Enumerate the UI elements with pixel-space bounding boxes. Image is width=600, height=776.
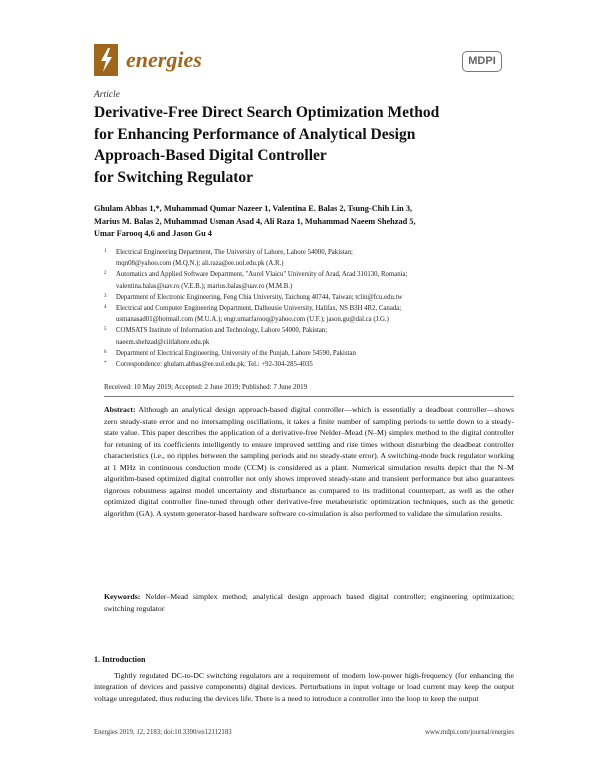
author-list — [94, 203, 514, 241]
section-heading: 1. Introduction — [94, 655, 146, 664]
title-line: for Switching Regulator — [94, 168, 254, 186]
keywords-label: Keywords: — [104, 592, 141, 601]
article-type: Article — [94, 90, 120, 100]
affiliation-item — [104, 348, 514, 359]
abstract — [104, 404, 514, 519]
title-line: Derivative-Free Direct Search Optimization Method — [94, 104, 440, 121]
affiliation-line[interactable]: mqn08@yahoo.com (M.Q.N.); ali.raza@ee.uol.edu.pk (A.R.) — [116, 260, 284, 268]
title-line: Approach-Based Digital Controller — [94, 147, 327, 164]
affiliation-item — [104, 303, 514, 325]
correspondence-line[interactable]: Correspondence: ghulam.abbas@ee.uol.edu.pk; Tel.: +92-304-285-4035 — [116, 361, 313, 369]
affiliation-line[interactable]: valentina.balas@uav.ro (V.E.B.); marius.balas@uav.ro (M.M.B.) — [116, 282, 293, 290]
correspondence — [104, 359, 514, 370]
affiliation-number: 3 — [104, 293, 107, 299]
affiliation-line: Department of Electrical Engineering, University of the Punjab, Lahore 54590, Pakistan — [116, 349, 356, 357]
author-line: Marius M. Balas 2, Muhammad Usman Asad 4, Ali Raza 1, Muhammad Naeem Shehzad 5, — [94, 216, 416, 226]
affiliation-line: Automatics and Applied Software Department, "Aurel Vlaicu" University of Arad, Arad 310130, Romania; — [116, 271, 408, 279]
affiliation-number: 1 — [104, 249, 107, 254]
affiliation-number: 5 — [104, 327, 107, 333]
affiliation-number: 4 — [104, 305, 107, 311]
affiliation-item — [104, 292, 514, 303]
affiliation-item — [104, 325, 514, 347]
publication-dates: Received: 10 May 2019; Accepted: 2 June 2019; Published: 7 June 2019 — [104, 383, 308, 391]
keywords — [104, 591, 514, 614]
author-line: Umar Farooq 4,6 and Jason Gu 4 — [94, 229, 212, 238]
affiliation-number: 6 — [104, 349, 107, 355]
introduction-text: Tightly regulated DC-to-DC switching regulators are a requirement of modern low-power high-frequency (for enhancing the integration of devices and passive components) digital devices. Perturbations in input voltage or load current may keep the output voltage unregulated, thus reducing the devices life. There is a need to introduce a controller into the loop to keep the output — [94, 671, 514, 703]
affiliation-line[interactable]: usmanasad01@hotmail.com (M.U.A.); engr.umarfarooq@yahoo.com (U.F.); jason.gu@dal.ca (J.G.) — [116, 316, 389, 324]
affiliation-line[interactable]: naeem.shehzad@ciitlahore.edu.pk — [116, 338, 210, 346]
title-line: for Enhancing Performance of Analytical Design — [94, 125, 416, 143]
abstract-label: Abstract: — [104, 405, 136, 414]
author-line: Ghulam Abbas 1,*, Muhammad Qumar Nazeer 1, Valentina E. Balas 2, Tsung-Chih Lin 3, — [94, 204, 413, 213]
journal-name: energies — [126, 47, 202, 72]
affiliation-number: 2 — [104, 271, 107, 277]
abstract-text: Although an analytical design approach-based digital controller—which is essentially a deadbeat controller—shows zero steady-state error and no intersampling oscillations, it takes a finite number of sampling periods to settle down to a steady-state value. This paper describes the application of a derivative-free Nelder–Mead (N–M) simplex method to the digital controller for retuning of its coefficients intelligently to ensure improved settling and rise times without disturbing the deadbeat controller characteristics (i.e., no ripples between the sampling periods and no steady-state error). A switching-mode buck regulator working at 1 MHz in continuous conduction mode (CCM) is considered as a plant. Numerical simulation results depict that the N–M algorithm-based optimized digital controller not only shows improved steady-state and transient performance but also guarantees rigorous robustness against model uncertainty and disturbance as compared to its traditional counterpart, as well as the other optimized digital controller fine-tuned through other derivative-free metaheuristic optimization techniques, such as the genetic algorithm (GA). A system generator-based hardware software co-simulation is also performed to validate the simulation results. — [104, 405, 514, 518]
affiliation-line: Electrical and Computer Engineering Department, Dalhousie University, Halifax, NS B3H 4R2, Canada; — [116, 305, 402, 313]
affiliations — [104, 247, 514, 370]
publisher-logo: MDPI — [462, 51, 502, 72]
correspondence-marker: * — [104, 361, 107, 367]
divider — [104, 396, 514, 397]
paper-title — [94, 102, 514, 188]
affiliation-line: Electrical Engineering Department, The University of Lahore, Lahore 54000, Pakistan; — [116, 249, 353, 256]
keywords-text: Nelder–Mead simplex method; analytical design approach based digital controller; engineering optimization; switching regulator — [104, 592, 514, 613]
footer-url[interactable]: www.mdpi.com/journal/energies — [425, 729, 514, 736]
footer-citation[interactable]: Energies 2019, 12, 2183; doi:10.3390/en12112183 — [94, 729, 232, 736]
affiliation-item — [104, 269, 514, 291]
affiliation-item — [104, 247, 514, 269]
affiliation-line: COMSATS Institute of Information and Technology, Lahore 54000, Pakistan; — [116, 327, 328, 335]
energies-logo-icon — [94, 44, 118, 76]
affiliation-line[interactable]: Department of Electronic Engineering, Feng Chia University, Taichung 40744, Taiwan; tclin@fcu.edu.tw — [116, 293, 403, 301]
